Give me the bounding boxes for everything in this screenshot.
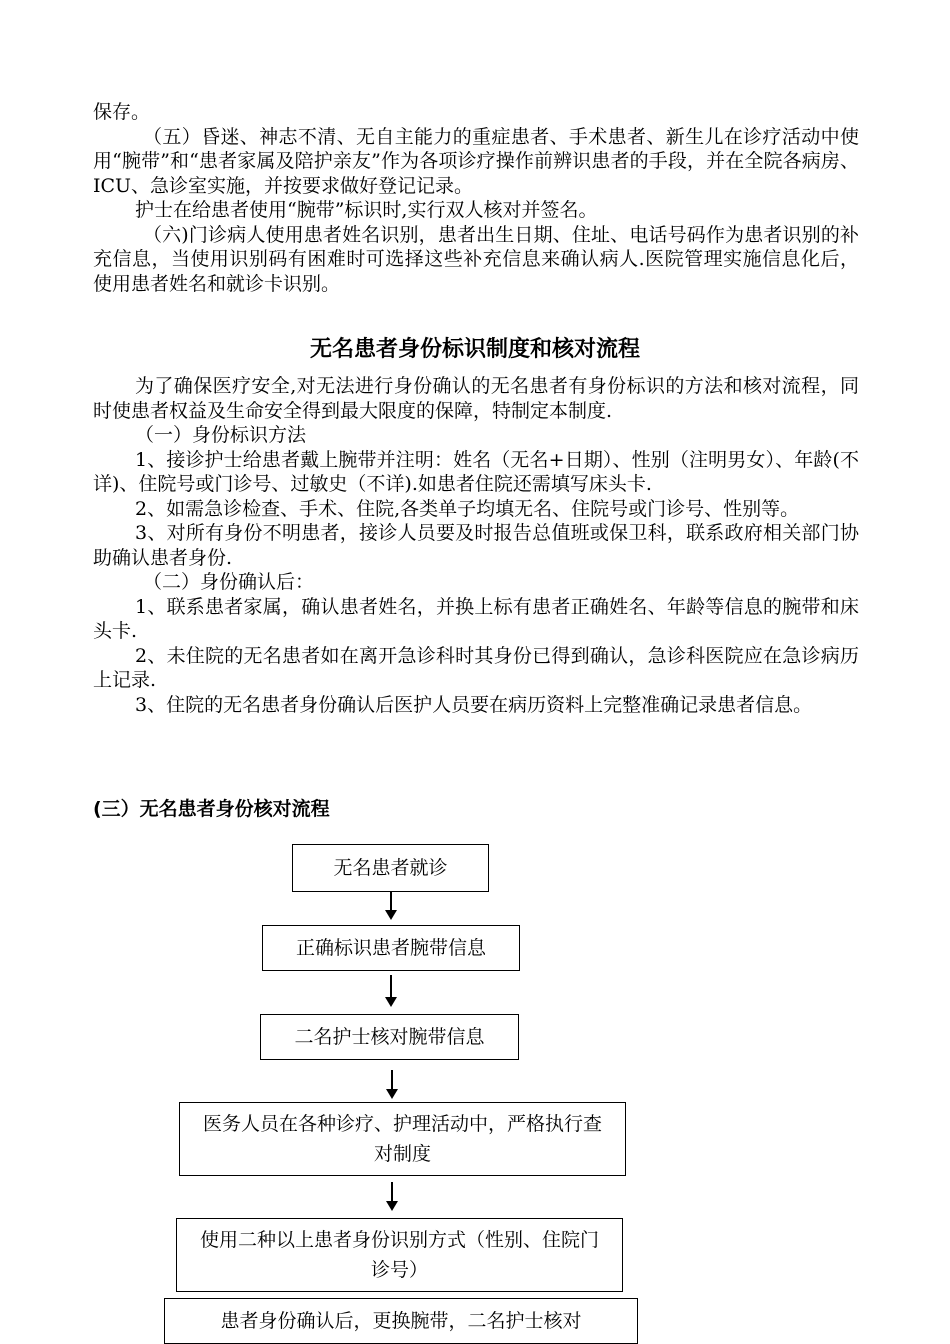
flow-step-2: 正确标识患者腕带信息: [262, 925, 520, 971]
section-2-item-3: 3、住院的无名患者身份确认后医护人员要在病历资料上完整准确记录患者信息。: [135, 693, 813, 716]
flow-arrow-1: [385, 892, 397, 920]
paragraph-intro: 为了确保医疗安全,对无法进行身份确认的无名患者有身份标识的方法和核对流程，同时使患者权益及生命安全得到最大限度的保障，特制定本制度.: [93, 375, 859, 422]
section-1-heading: （一）身份标识方法: [135, 424, 307, 446]
section-1-item-2: 2、如需急诊检查、手术、住院,各类单子均填无名、住院号或门诊号、性别等。: [135, 497, 800, 520]
flow-step-6: 患者身份确认后，更换腕带，二名护士核对: [164, 1298, 638, 1344]
flow-step-5: 使用二种以上患者身份识别方式（性别、住院门诊号）: [176, 1218, 623, 1292]
body-section: [93, 374, 859, 717]
paragraph-continuation: 保存。: [93, 101, 151, 123]
section-2-heading: （二）身份确认后：: [143, 571, 315, 593]
section-2-item-1: 1、联系患者家属，确认患者姓名，并换上标有患者正确姓名、年龄等信息的腕带和床头卡.: [93, 595, 859, 642]
flow-arrow-2: [385, 975, 397, 1009]
paragraph-nurse-note: 护士在给患者使用“腕带”标识时,实行双人核对并签名。: [135, 199, 598, 221]
section-1-item-3: 3、对所有身份不明患者，接诊人员要及时报告总值班或保卫科，联系政府相关部门协助确认患者身份.: [93, 522, 859, 569]
flow-step-4: 医务人员在各种诊疗、护理活动中，严格执行查对制度: [179, 1102, 626, 1176]
flow-arrow-3: [386, 1070, 398, 1100]
section-1-item-1: 1、接诊护士给患者戴上腕带并注明：姓名（无名+日期）、性别（注明男女）、年龄(不详)、住院号或门诊号、过敏史（不详).如患者住院还需填写床头卡.: [93, 448, 859, 495]
flow-step-3: 二名护士核对腕带信息: [260, 1014, 519, 1060]
paragraph-item-5: （五）昏迷、神志不清、无自主能力的重症患者、手术患者、新生儿在诊疗活动中使用“腕带”和“患者家属及陪护亲友”作为各项诊疗操作前辨识患者的手段，并在全院各病房、ICU、急诊室实施，并按要求做好登记记录。: [93, 125, 859, 197]
section-2-item-2: 2、未住院的无名患者如在离开急诊科时其身份已得到确认，急诊科医院应在急诊病历上记录.: [93, 644, 859, 691]
flow-arrow-4: [386, 1182, 398, 1212]
flow-step-1: 无名患者就诊: [292, 844, 489, 892]
paragraph-item-6: （六)门诊病人使用患者姓名识别，患者出生日期、住址、电话号码作为患者识别的补充信息，当使用识别码有困难时可选择这些补充信息来确认病人.医院管理实施信息化后，使用患者姓名和就诊卡识别。: [93, 223, 859, 295]
page-title: 无名患者身份标识制度和核对流程: [309, 337, 640, 362]
section-3-heading: (三）无名患者身份核对流程: [93, 798, 330, 820]
top-section: [93, 100, 859, 296]
